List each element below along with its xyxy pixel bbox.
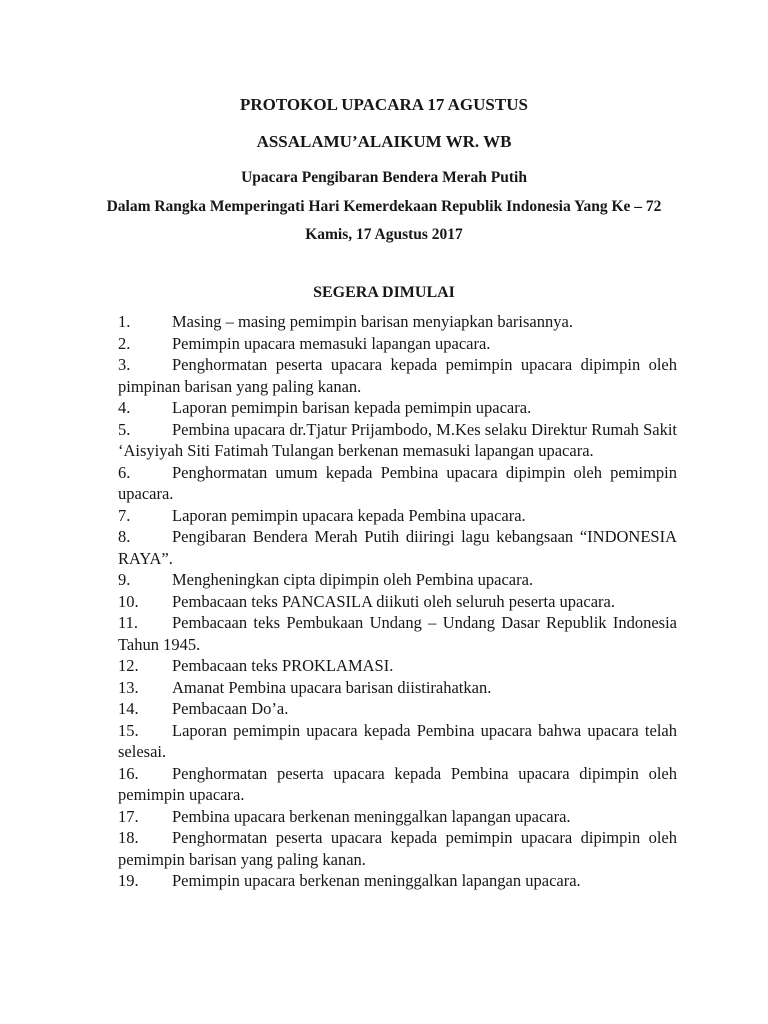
step-number: 3. (118, 355, 131, 374)
step-number: 15. (118, 720, 139, 740)
protocol-step (118, 505, 677, 527)
step-number: 18. (118, 828, 139, 847)
step-number: 8. (118, 527, 131, 546)
step-text: Pembacaan teks Pembukaan Undang – Undang Dasar Republik Indonesia Tahun 1945. (118, 613, 677, 654)
step-text: Pemimpin upacara memasuki lapangan upacara. (172, 333, 491, 353)
protocol-step (118, 354, 677, 397)
step-text: Penghormatan peserta upacara kepada pemimpin upacara dipimpin oleh pemimpin barisan yang paling kanan. (118, 828, 677, 869)
page-title: PROTOKOL UPACARA 17 AGUSTUS (240, 95, 528, 114)
protocol-step (118, 763, 677, 806)
protocol-step (118, 526, 677, 569)
step-number: 19. (118, 871, 139, 890)
step-number: 9. (118, 570, 131, 589)
salutation-line: ASSALAMU’ALAIKUM WR. WB (256, 132, 512, 151)
section-heading: SEGERA DIMULAI (313, 284, 455, 301)
step-text: Mengheningkan cipta dipimpin oleh Pembina upacara. (172, 570, 534, 589)
protocol-step (118, 419, 677, 462)
document-header (0, 94, 768, 303)
protocol-step (118, 827, 677, 870)
step-number: 11. (118, 613, 139, 632)
step-text: Laporan pemimpin upacara kepada Pembina upacara bahwa upacara telah selesai. (118, 720, 677, 761)
step-number: 1. (118, 312, 131, 331)
protocol-step-list (118, 311, 677, 892)
step-number: 14. (118, 699, 139, 718)
step-text: Laporan pemimpin upacara kepada Pembina upacara. (172, 505, 526, 525)
step-number: 16. (118, 763, 139, 783)
protocol-step (118, 591, 677, 613)
protocol-step (118, 698, 677, 720)
step-number: 12. (118, 656, 139, 675)
step-text: Pengibaran Bendera Merah Putih diiringi lagu kebangsaan “INDONESIA RAYA”. (118, 527, 677, 568)
step-number: 5. (118, 419, 131, 439)
protocol-step (118, 720, 677, 763)
protocol-step (118, 333, 677, 355)
protocol-step (118, 311, 677, 333)
step-number: 10. (118, 591, 139, 611)
occasion-line: Dalam Rangka Memperingati Hari Kemerdekaan Republik Indonesia Yang Ke – 72 (106, 198, 662, 215)
step-text: Pembina upacara berkenan meninggalkan lapangan upacara. (172, 806, 571, 826)
protocol-step (118, 612, 677, 655)
protocol-step (118, 462, 677, 505)
step-number: 6. (118, 462, 131, 482)
step-number: 4. (118, 398, 131, 417)
step-text: Pembina upacara dr.Tjatur Prijambodo, M.Kes selaku Direktur Rumah Sakit ‘Aisyiyah Siti Fatimah Tulangan berkenan memasuki lapangan upacara. (118, 419, 677, 460)
step-text: Penghormatan peserta upacara kepada pemimpin upacara dipimpin oleh pimpinan barisan yang paling kanan. (118, 355, 677, 396)
protocol-step (118, 569, 677, 591)
protocol-step (118, 677, 677, 699)
protocol-step (118, 655, 677, 677)
subtitle-line: Upacara Pengibaran Bendera Merah Putih (241, 169, 527, 186)
step-text: Pemimpin upacara berkenan meninggalkan lapangan upacara. (172, 871, 581, 890)
protocol-step (118, 870, 677, 892)
step-number: 17. (118, 806, 139, 826)
step-text: Amanat Pembina upacara barisan diistirahatkan. (172, 677, 492, 697)
step-text: Pembacaan teks PROKLAMASI. (172, 656, 394, 675)
step-text: Masing – masing pemimpin barisan menyiapkan barisannya. (172, 312, 573, 331)
step-text: Laporan pemimpin barisan kepada pemimpin upacara. (172, 398, 532, 417)
step-text: Penghormatan peserta upacara kepada Pembina upacara dipimpin oleh pemimpin upacara. (118, 763, 677, 804)
step-number: 2. (118, 333, 131, 353)
protocol-step (118, 806, 677, 828)
date-line: Kamis, 17 Agustus 2017 (305, 226, 463, 243)
step-text: Pembacaan Do’a. (172, 699, 289, 718)
step-text: Penghormatan umum kepada Pembina upacara dipimpin oleh pemimpin upacara. (118, 462, 677, 503)
step-text: Pembacaan teks PANCASILA diikuti oleh seluruh peserta upacara. (172, 591, 615, 611)
protocol-step (118, 397, 677, 419)
step-number: 13. (118, 677, 139, 697)
step-number: 7. (118, 505, 131, 525)
